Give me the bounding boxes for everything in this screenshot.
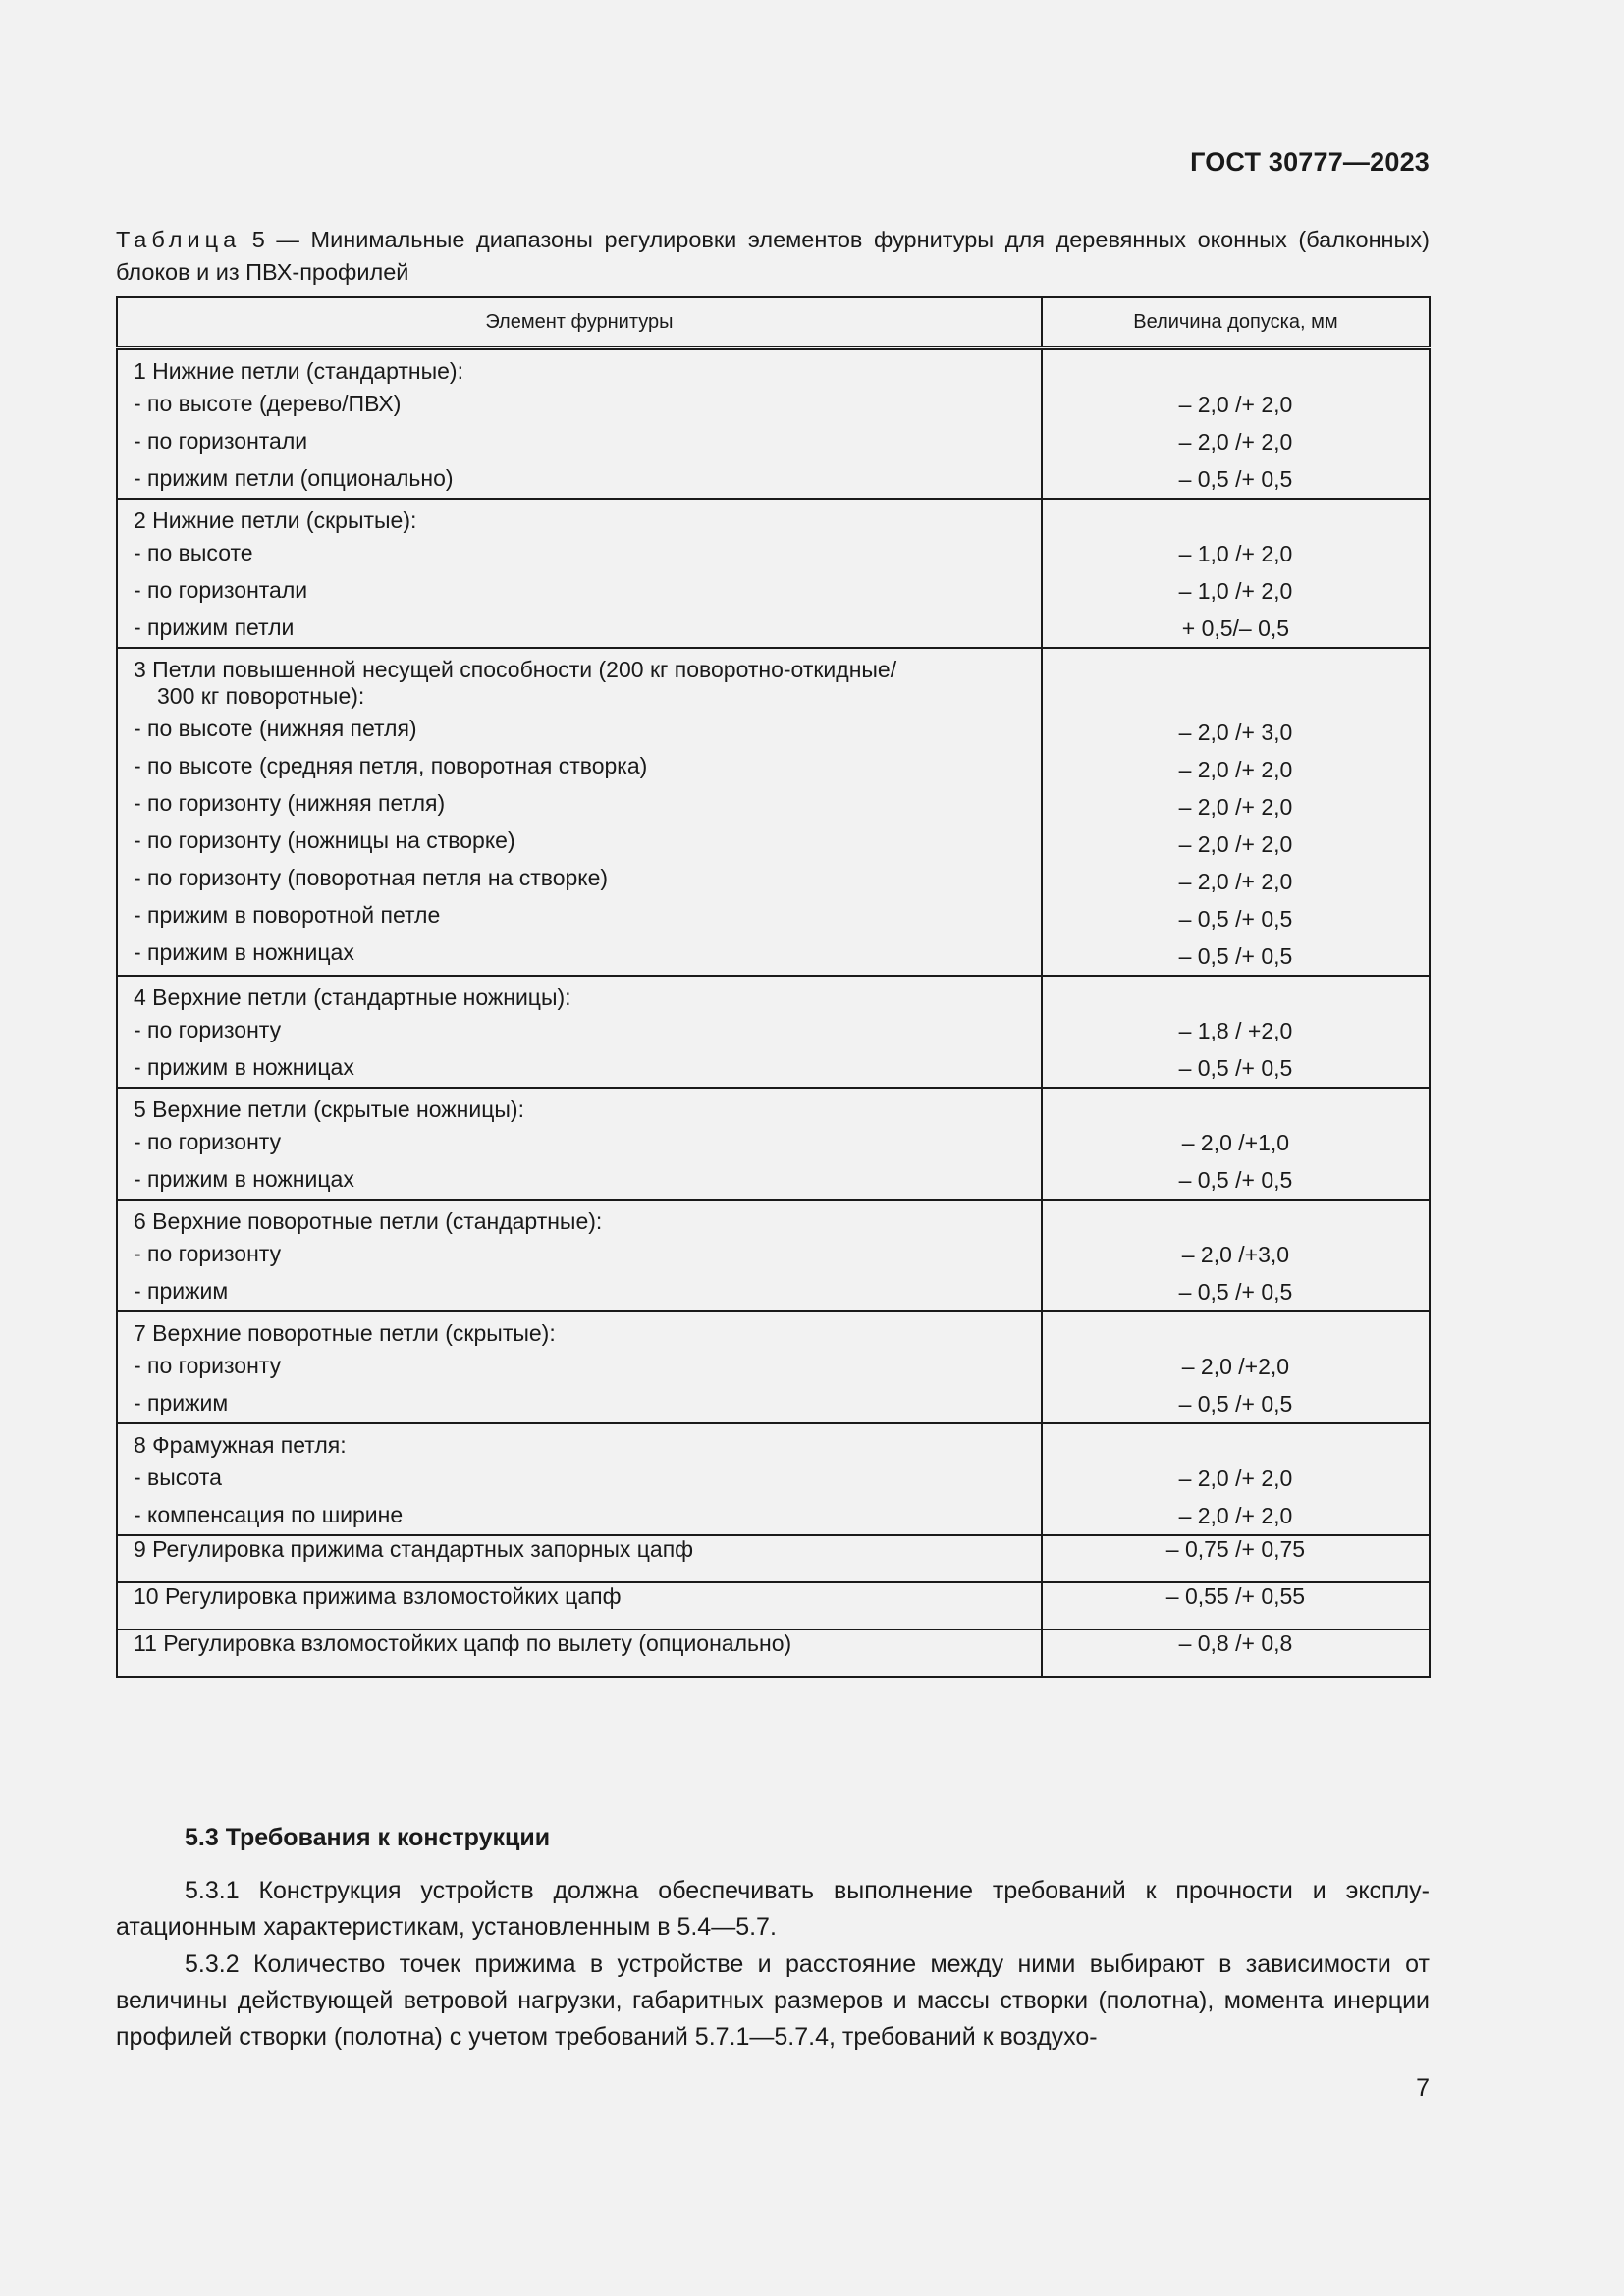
tolerance-cell: [1042, 1423, 1430, 1535]
table-row-group: [117, 1200, 1430, 1311]
tolerance-value: – 2,0 /+ 2,0: [1178, 869, 1293, 894]
tolerance-value: – 2,0 /+2,0: [1181, 1354, 1290, 1379]
section-title: 5.3 Требования к конструкции: [185, 1824, 551, 1851]
table-row-group: [117, 1088, 1430, 1200]
table-row: [117, 1582, 1430, 1629]
tolerance-cell: [1042, 1088, 1430, 1200]
group-title: 7 Верхние поворотные петли (скрытые):: [134, 1320, 556, 1346]
tolerance-value: – 1,0 /+ 2,0: [1178, 578, 1293, 604]
tolerance-value: – 2,0 /+3,0: [1181, 1242, 1290, 1267]
group-title: 2 Нижние петли (скрытые):: [134, 507, 417, 533]
group-title: 8 Фрамужная петля:: [134, 1432, 347, 1458]
tolerance-cell: [1042, 976, 1430, 1088]
element-cell: [117, 1423, 1042, 1535]
element-cell: 9 Регулировка прижима стандартных запорных цапф: [117, 1535, 1042, 1582]
tolerance-value: – 2,0 /+ 2,0: [1178, 831, 1293, 857]
tolerance-cell: [1042, 348, 1430, 500]
tolerance-value: – 2,0 /+ 2,0: [1178, 794, 1293, 820]
list-item: - прижим петли (опционально): [134, 465, 454, 491]
group-title: 6 Верхние поворотные петли (стандартные):: [134, 1208, 603, 1234]
group-title: 1 Нижние петли (стандартные):: [134, 358, 463, 384]
element-cell: [117, 499, 1042, 648]
element-cell: [117, 1088, 1042, 1200]
tolerance-value: – 2,0 /+ 3,0: [1178, 720, 1293, 745]
tolerance-value: – 0,5 /+ 0,5: [1178, 1167, 1293, 1193]
tolerance-value: – 0,5 /+ 0,5: [1178, 1279, 1293, 1305]
tolerance-value: – 2,0 /+ 2,0: [1178, 429, 1293, 454]
list-item: - компенсация по ширине: [134, 1502, 404, 1527]
tolerance-value: – 1,0 /+ 2,0: [1178, 541, 1293, 566]
list-item: - по горизонту: [134, 1241, 282, 1266]
list-item: - прижим в ножницах: [134, 1054, 354, 1080]
list-item: - прижим в ножницах: [134, 1166, 354, 1192]
list-item: - по горизонту (ножницы на створке): [134, 828, 515, 853]
list-item: - по высоте (нижняя петля): [134, 716, 417, 741]
tolerance-cell: [1042, 648, 1430, 976]
element-cell: [117, 1200, 1042, 1311]
tolerance-value: – 2,0 /+ 2,0: [1178, 392, 1293, 417]
table-caption: [116, 224, 1430, 289]
element-cell: 10 Регулировка прижима взломостойких цапф: [117, 1582, 1042, 1629]
list-item: - по горизонту: [134, 1353, 282, 1378]
list-item: - по горизонтали: [134, 428, 308, 454]
element-cell: [117, 976, 1042, 1088]
table-row-group: [117, 1311, 1430, 1423]
column-header-element: Элемент фурнитуры: [117, 297, 1042, 348]
group-title: 5 Верхние петли (скрытые ножницы):: [134, 1096, 524, 1122]
table-caption-number: 5: [251, 227, 265, 252]
table-row: [117, 1629, 1430, 1677]
list-item: - по горизонтали: [134, 577, 308, 603]
tolerance-value: – 0,55 /+ 0,55: [1042, 1582, 1430, 1629]
tolerance-value: – 0,75 /+ 0,75: [1042, 1535, 1430, 1582]
table-row-group: [117, 348, 1430, 500]
tolerance-value: + 0,5/– 0,5: [1181, 615, 1290, 641]
list-item: - прижим: [134, 1390, 229, 1415]
list-item: - прижим в ножницах: [134, 939, 354, 965]
list-item: - по высоте: [134, 540, 253, 565]
table-caption-lead: Таблица: [116, 227, 242, 252]
list-item: - прижим в поворотной петле: [134, 902, 441, 928]
tolerance-value: – 2,0 /+ 2,0: [1178, 1466, 1293, 1491]
list-item: - по горизонту: [134, 1017, 282, 1042]
list-item: - по горизонту: [134, 1129, 282, 1154]
tolerance-value: – 0,5 /+ 0,5: [1178, 466, 1293, 492]
document-standard-number: ГОСТ 30777—2023: [1190, 147, 1430, 177]
table-caption-text: — Минимальные диапазоны регулировки элементов фурнитуры для деревянных оконных (балконных) блоков и из ПВХ-профилей: [116, 227, 1431, 285]
list-item: - по высоте (средняя петля, поворотная створка): [134, 753, 648, 778]
element-cell: [117, 1311, 1042, 1423]
list-item: - по горизонту (нижняя петля): [134, 790, 446, 816]
tolerance-value: – 0,5 /+ 0,5: [1178, 943, 1293, 969]
table-row-group: [117, 976, 1430, 1088]
adjustment-range-table: [116, 296, 1431, 1678]
list-item: - прижим: [134, 1278, 229, 1304]
group-title-continuation: 300 кг поворотные):: [157, 683, 365, 709]
column-header-tolerance: Величина допуска, мм: [1042, 297, 1430, 348]
tolerance-value: – 2,0 /+ 2,0: [1178, 1503, 1293, 1528]
tolerance-value: – 0,8 /+ 0,8: [1042, 1629, 1430, 1677]
table-row-group: [117, 648, 1430, 976]
tolerance-cell: [1042, 1311, 1430, 1423]
tolerance-value: – 2,0 /+1,0: [1181, 1130, 1290, 1155]
list-item: - по горизонту (поворотная петля на створке): [134, 865, 609, 890]
tolerance-cell: [1042, 499, 1430, 648]
element-cell: [117, 348, 1042, 500]
tolerance-value: – 0,5 /+ 0,5: [1178, 1055, 1293, 1081]
tolerance-cell: [1042, 1200, 1430, 1311]
tolerance-value: – 2,0 /+ 2,0: [1178, 757, 1293, 782]
table-header-row: [117, 297, 1430, 348]
tolerance-value: – 1,8 / +2,0: [1178, 1018, 1293, 1043]
table-row-group: [117, 499, 1430, 648]
table-row: [117, 1535, 1430, 1582]
paragraph-5-3-1: 5.3.1 Конструкция устройств должна обеспечивать выполнение требований к прочности и эксплуатационным характеристикам, установленным в 5.4—5.7.: [116, 1877, 1430, 1941]
list-item: - прижим петли: [134, 614, 295, 640]
list-item: - высота: [134, 1465, 222, 1490]
page-number: 7: [1416, 2074, 1430, 2102]
element-cell: 11 Регулировка взломостойких цапф по вылету (опционально): [117, 1629, 1042, 1677]
tolerance-value: – 0,5 /+ 0,5: [1178, 906, 1293, 932]
paragraph-5-3-2: 5.3.2 Количество точек прижима в устройстве и расстояние между ними выбирают в зависимости от величины действующей ветровой нагрузки, габаритных размеров и массы створки (полотна), момента инерции профилей створки (полотна) с учетом требований 5.7.1—5.7.4, требований к воздухо-: [116, 1950, 1430, 2051]
list-item: - по высоте (дерево/ПВХ): [134, 391, 402, 416]
group-title: 4 Верхние петли (стандартные ножницы):: [134, 985, 571, 1010]
group-title: 3 Петли повышенной несущей способности (200 кг поворотно-откидные/: [134, 657, 897, 682]
element-cell: [117, 648, 1042, 976]
tolerance-value: – 0,5 /+ 0,5: [1178, 1391, 1293, 1416]
table-row-group: [117, 1423, 1430, 1535]
